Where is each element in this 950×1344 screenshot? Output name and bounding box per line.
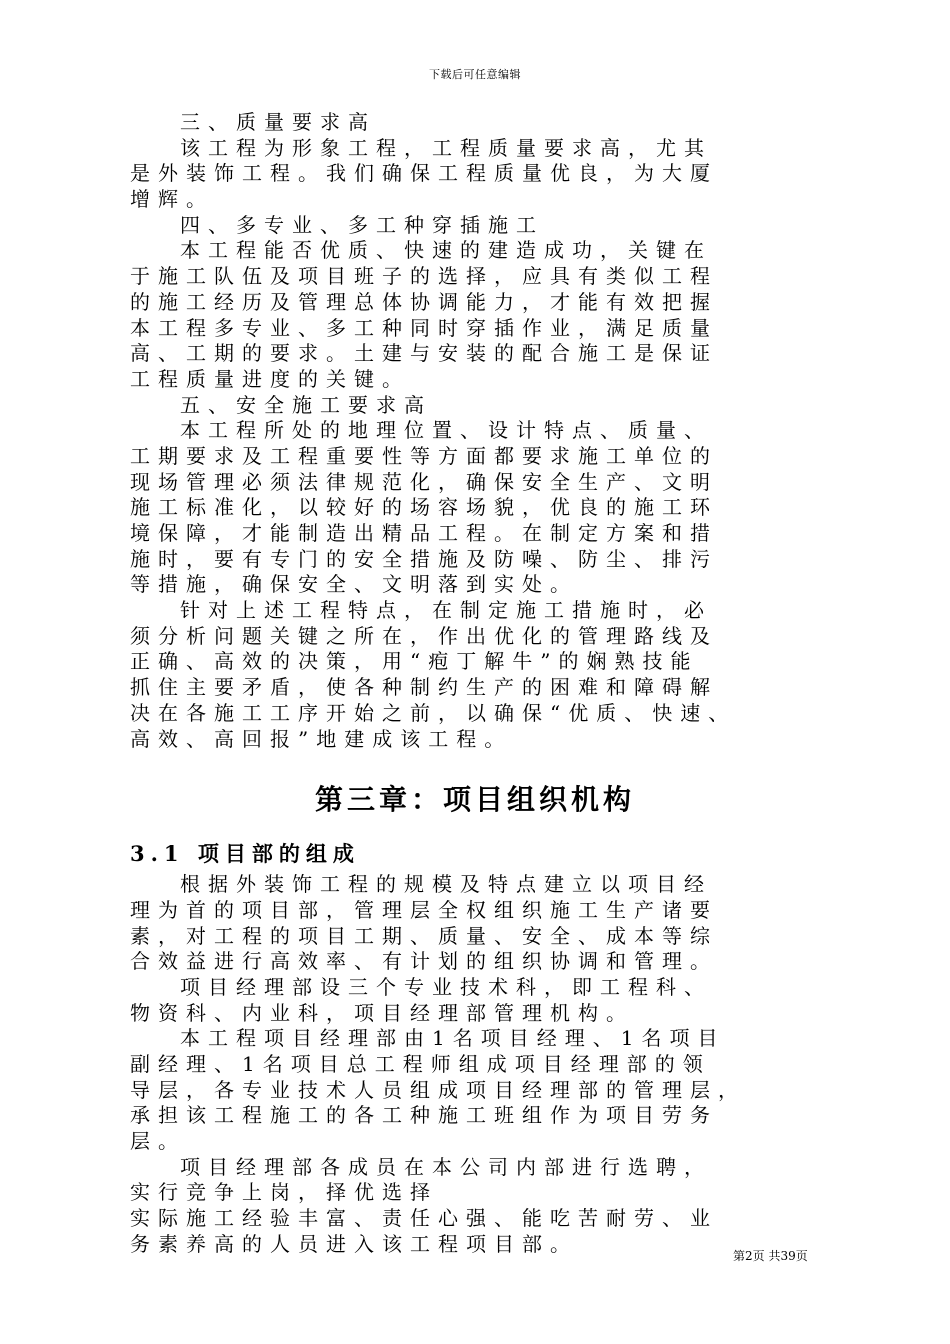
text-line: 工期要求及工程重要性等方面都要求施工单位的 xyxy=(130,443,718,468)
text-line: 正确、高效的决策，用“疱丁解牛”的娴熟技能 xyxy=(130,649,699,674)
text-line: 物资科、内业科，项目经理部管理机构。 xyxy=(130,1000,634,1025)
page-header: 下载后可任意编辑 xyxy=(429,68,521,81)
text-line: 增辉。 xyxy=(130,187,214,212)
text-line: 施工标准化，以较好的场容场貌，优良的施工环 xyxy=(130,495,718,520)
text-line: 合效益进行高效率、有计划的组织协调和管理。 xyxy=(130,949,718,974)
text-line: 理为首的项目部，管理层全权组织施工生产诸要 xyxy=(130,897,718,922)
text-line: 本工程项目经理部由1名项目经理、1名项目 xyxy=(180,1026,726,1051)
text-line: 项目经理部各成员在本公司内部进行选聘， xyxy=(180,1154,712,1179)
text-line: 副经理、1名项目总工程师组成项目经理部的领 xyxy=(130,1052,711,1076)
text-line: 高、工期的要求。土建与安装的配合施工是保证 xyxy=(130,341,718,366)
body-text-part2 xyxy=(130,872,820,1257)
text-line: 该工程为形象工程，工程质量要求高，尤其 xyxy=(180,135,712,160)
text-line: 境保障，才能制造出精品工程。在制定方案和措 xyxy=(130,521,718,545)
text-line: 抓住主要矛盾，使各种制约生产的困难和障碍解 xyxy=(130,675,718,700)
text-line: 项目经理部设三个专业技术科，即工程科、 xyxy=(180,974,712,999)
text-line: 素，对工程的项目工期、质量、安全、成本等综 xyxy=(130,923,718,948)
document-body xyxy=(130,110,820,1258)
text-line: 是外装饰工程。我们确保工程质量优良，为大厦 xyxy=(130,161,718,186)
body-text-part1 xyxy=(130,110,820,752)
text-line: 针对上述工程特点，在制定施工措施时，必 xyxy=(180,598,712,623)
text-line: 四、多专业、多工种穿插施工 xyxy=(180,212,544,237)
text-line: 工程质量进度的关键。 xyxy=(130,366,410,391)
text-line: 须分析问题关键之所在，作出优化的管理路线及 xyxy=(130,623,718,648)
text-line: 三、质量要求高 xyxy=(180,110,376,134)
text-line: 高效、高回报”地建成该工程。 xyxy=(130,726,513,751)
text-line: 务素养高的人员进入该工程项目部。 xyxy=(130,1231,578,1256)
text-line: 等措施，确保安全、文明落到实处。 xyxy=(130,572,578,597)
text-line: 本工程多专业、多工种同时穿插作业，满足质量 xyxy=(130,315,718,340)
text-line: 于施工队伍及项目班子的选择，应具有类似工程 xyxy=(130,264,718,289)
text-line: 承担该工程施工的各工种施工班组作为项目劳务 xyxy=(130,1103,718,1128)
chapter-title: 第三章：项目组织机构 xyxy=(314,783,635,817)
text-line: 本工程能否优质、快速的建造成功，关键在 xyxy=(180,238,712,263)
text-line: 本工程所处的地理位置、设计特点、质量、 xyxy=(180,418,712,443)
text-line: 的施工经历及管理总体协调能力，才能有效把握 xyxy=(130,289,718,314)
text-line: 根据外装饰工程的规模及特点建立以项目经 xyxy=(180,872,712,897)
text-line: 决在各施工工序开始之前，以确保“优质、快速、 xyxy=(130,700,737,725)
text-line: 导层，各专业技术人员组成项目经理部的管理层， xyxy=(130,1077,746,1102)
text-line: 层。 xyxy=(130,1129,186,1154)
text-line: 实行竞争上岗，择优选择 xyxy=(130,1180,438,1205)
text-line: 现场管理必须法律规范化，确保安全生产、文明 xyxy=(130,469,718,494)
page-footer: 第2页 共39页 xyxy=(733,1249,808,1263)
section-title: 3.1 项目部的组成 xyxy=(130,841,360,867)
text-line: 实际施工经验丰富、责任心强、能吃苦耐劳、业 xyxy=(130,1206,718,1231)
text-line: 五、安全施工要求高 xyxy=(180,392,432,417)
text-line: 施时，要有专门的安全措施及防噪、防尘、排污 xyxy=(130,546,718,571)
